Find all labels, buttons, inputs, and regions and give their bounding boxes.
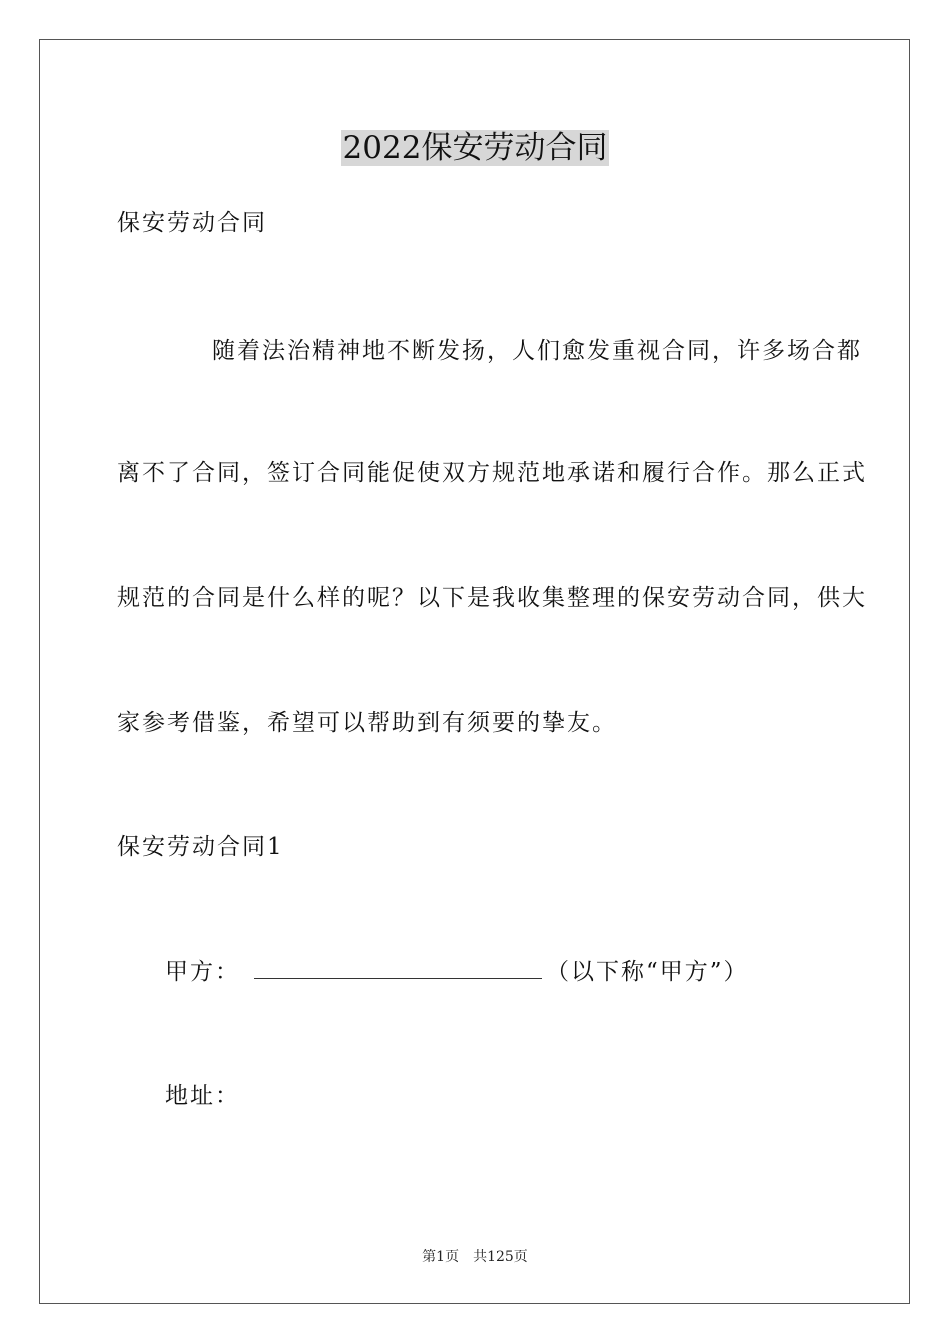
party-a-label: 甲方： <box>165 959 240 985</box>
page-footer: 第1页 共125页 <box>422 1249 528 1265</box>
intro-line-3: 规范的合同是什么样的呢？以下是我收集整理的保安劳动合同，供大 <box>117 585 867 611</box>
document-title-text: 2022保安劳动合同 <box>342 130 608 166</box>
document-subtitle: 保安劳动合同 <box>117 210 267 236</box>
party-a-suffix: （以下称“甲方”） <box>546 959 749 985</box>
document-title <box>0 128 950 168</box>
party-a-line <box>165 956 749 988</box>
party-a-blank-field[interactable] <box>254 958 542 979</box>
section-heading: 保安劳动合同1 <box>117 834 284 860</box>
address-label: 地址： <box>165 1083 240 1109</box>
intro-line-4: 家参考借鉴，希望可以帮助到有须要的挚友。 <box>117 710 617 736</box>
intro-line-1: 随着法治精神地不断发扬，人们愈发重视合同，许多场合都 <box>212 338 862 364</box>
intro-line-2: 离不了合同，签订合同能促使双方规范地承诺和履行合作。那么正式 <box>117 460 867 486</box>
